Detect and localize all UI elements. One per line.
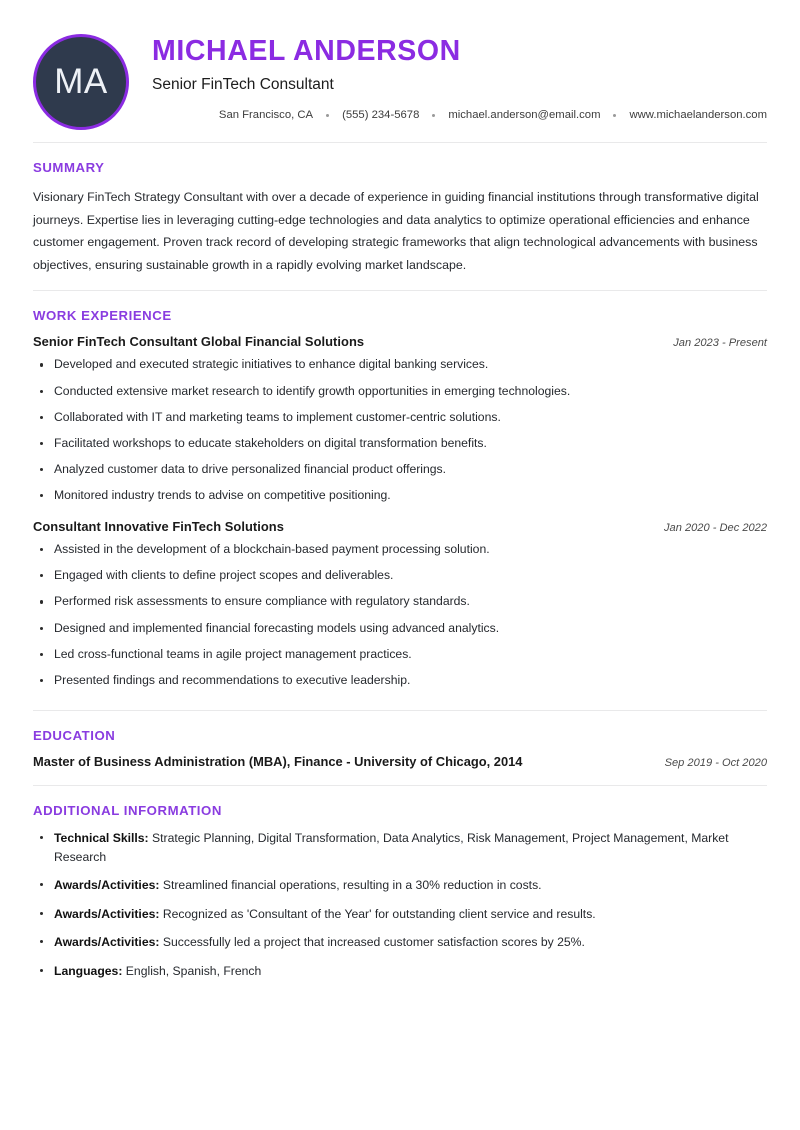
separator-dot-icon [432,114,435,117]
list-item: Monitored industry trends to advise on competitive positioning. [33,487,767,505]
section-title-education: EDUCATION [33,728,116,744]
education-degree: Master of Business Administration (MBA), Finance - University of Chicago, 2014 [33,754,523,770]
list-item: Engaged with clients to define project scopes and deliverables. [33,567,767,585]
list-item [33,829,767,866]
info-value: Streamlined financial operations, resulting in a 30% reduction in costs. [162,878,542,893]
header-text-block [152,24,767,124]
education-date: Sep 2019 - Oct 2020 [664,757,767,770]
experience-bullet-list [33,356,767,505]
list-item: Analyzed customer data to drive personalized financial product offerings. [33,461,767,479]
avatar-initials: MA [54,62,108,101]
experience-entry-header [33,334,767,349]
info-label: Awards/Activities: [54,906,160,921]
header-job-title: Senior FinTech Consultant [152,76,334,94]
info-label: Languages: [54,963,123,978]
list-item [33,933,767,952]
separator-dot-icon [326,114,329,117]
list-item: Conducted extensive market research to identify growth opportunities in emerging technologies. [33,383,767,401]
list-item: Collaborated with IT and marketing teams to implement customer-centric solutions. [33,409,767,427]
list-item: Designed and implemented financial forecasting models using advanced analytics. [33,620,767,638]
experience-bullet-list [33,541,767,690]
info-label: Awards/Activities: [54,878,160,893]
list-item: Developed and executed strategic initiatives to enhance digital banking services. [33,356,767,374]
list-item [33,962,767,981]
section-summary [33,143,767,290]
resume-header [33,0,767,142]
list-item [33,905,767,924]
experience-title-company: Consultant Innovative FinTech Solutions [33,518,284,534]
list-item: Performed risk assessments to ensure compliance with regulatory standards. [33,593,767,611]
separator-dot-icon [613,114,616,117]
info-label: Technical Skills: [54,831,149,846]
list-item: Presented findings and recommendations to executive leadership. [33,672,767,690]
list-item: Assisted in the development of a blockchain-based payment processing solution. [33,541,767,559]
section-title-additional-information: ADDITIONAL INFORMATION [33,803,222,819]
list-item [33,876,767,895]
section-additional-information [33,786,767,980]
experience-entry [33,334,767,505]
info-value: Successfully led a project that increased customer satisfaction scores by 25%. [162,935,585,950]
page-title: MICHAEL ANDERSON [152,35,461,67]
info-value: Recognized as 'Consultant of the Year' for outstanding client service and results. [162,906,596,921]
info-value: English, Spanish, French [125,963,262,978]
section-title-summary: SUMMARY [33,160,105,175]
contact-line [152,108,767,124]
contact-location: San Francisco, CA [218,108,314,121]
info-label: Awards/Activities: [54,935,160,950]
contact-website[interactable]: www.michaelanderson.com [629,108,767,121]
section-education [33,711,767,785]
experience-date: Jan 2020 - Dec 2022 [664,521,767,534]
avatar [33,34,129,130]
list-item: Led cross-functional teams in agile project management practices. [33,646,767,664]
additional-information-list [33,829,767,980]
experience-title-company: Senior FinTech Consultant Global Financial Solutions [33,334,365,350]
section-title-work-experience: WORK EXPERIENCE [33,308,172,324]
experience-entry [33,519,767,690]
section-work-experience [33,291,767,710]
contact-phone[interactable]: (555) 234-5678 [342,108,420,121]
summary-text: Visionary FinTech Strategy Consultant with over a decade of experience in guiding financial institutions through transformative digital journeys. Expertise lies in leveraging cutting-edge technologies and data analytics to optimize operational efficiencies and enhance customer engagement. Proven track record of developing strategic frameworks that align technological advancements with business objectives, ensuring sustainable growth in a rapidly evolving market landscape. [33,190,759,272]
experience-date: Jan 2023 - Present [673,337,767,350]
contact-email[interactable]: michael.anderson@email.com [448,108,601,121]
info-value: Strategic Planning, Digital Transformation, Data Analytics, Risk Management, Project Management, Market Research [54,831,729,864]
experience-entry-header [33,519,767,534]
list-item: Facilitated workshops to educate stakeholders on digital transformation benefits. [33,435,767,453]
education-entry [33,754,767,769]
